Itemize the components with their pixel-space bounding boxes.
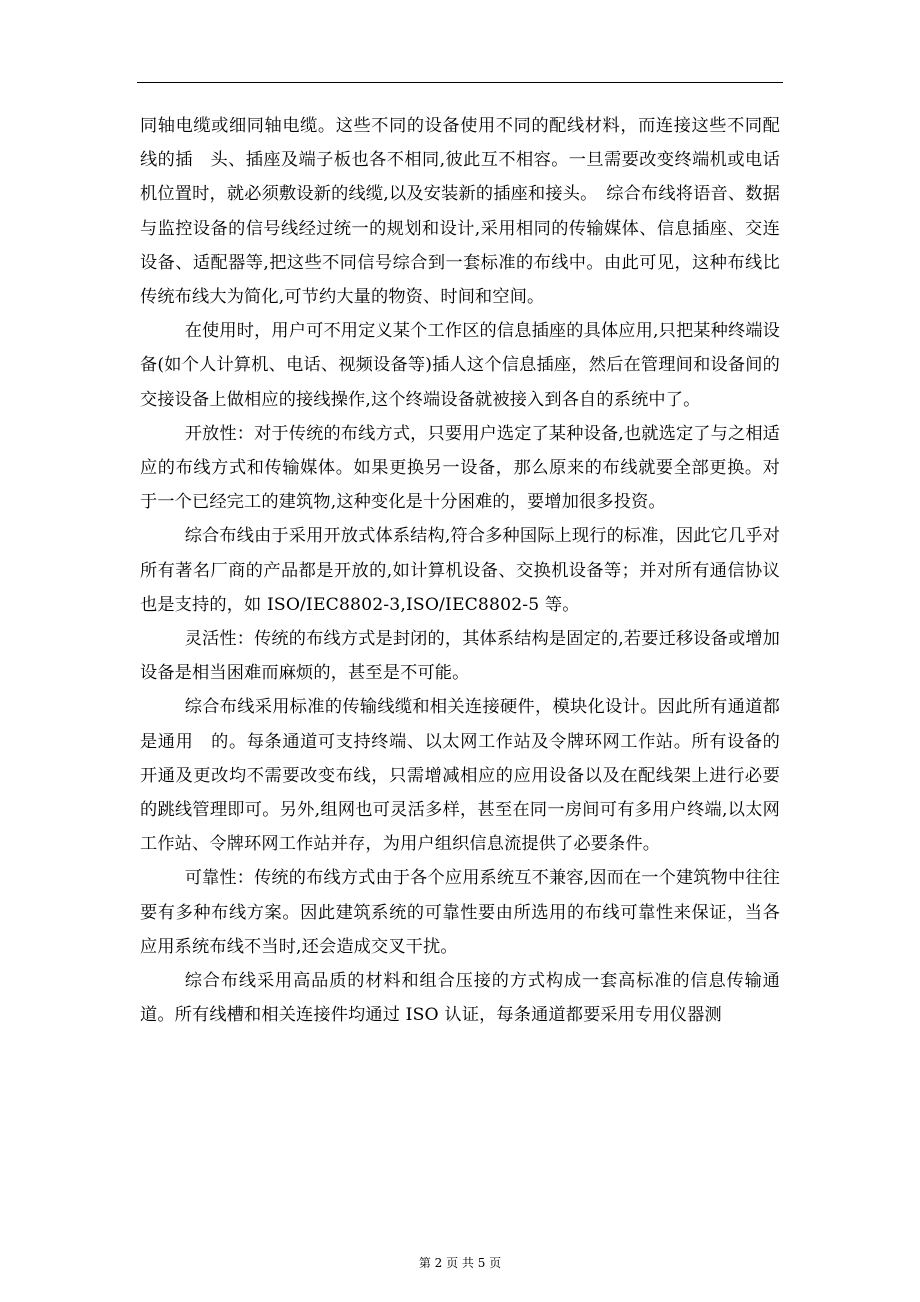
page-number-footer: 第 2 页 共 5 页 [418, 1256, 502, 1270]
paragraph-flexibility: 灵活性：传统的布线方式是封闭的，其体系结构是固定的,若要迁移设备或增加设备是相当困难而麻烦的，甚至是不可能。 [140, 629, 780, 684]
paragraph-quality: 综合布线采用高品质的材料和组合压接的方式构成一套高标准的信息传输通道。所有线槽和相关连接件均通过 ISO 认证，每条通道都要采用专用仪器测 [140, 971, 780, 1026]
paragraph-continuation: 同轴电缆或细同轴电缆。这些不同的设备使用不同的配线材料，而连接这些不同配线的插 头、插座及端子板也各不相同,彼此互不相容。一旦需要改变终端机或电话机位置时，就必须敷设新的线缆,以及安装新的插座和接头。 综合布线将语音、数据与监控设备的信号线经过统一的规划和设计,采用相同的传输媒体、信息插座、交连设备、适配器等,把这些不同信号综合到一套标准的布线中。由此可见，这种布线比传统布线大为简化,可节约大量的物资、时间和空间。 [140, 116, 780, 308]
paragraph-openness: 开放性：对于传统的布线方式，只要用户选定了某种设备,也就选定了与之相适应的布线方式和传输媒体。如果更换另一设备，那么原来的布线就要全部更换。对于一个已经完工的建筑物,这种变化是十分困难的，要增加很多投资。 [140, 423, 780, 513]
paragraph-modular-design: 综合布线采用标准的传输线缆和相关连接硬件，模块化设计。因此所有通道都是通用 的。每条通道可支持终端、以太网工作站及令牌环网工作站。所有设备的开通及更改均不需要改变布线，只需增减相应的应用设备以及在配线架上进行必要的跳线管理即可。另外,组网也可灵活多样，甚至在同一房间可有多用户终端,以太网工作站、令牌环网工作站并存，为用户组织信息流提供了必要条件。 [140, 697, 780, 855]
header-rule [137, 82, 783, 83]
paragraph-open-architecture: 综合布线由于采用开放式体系结构,符合多种国际上现行的标准，因此它几乎对所有著名厂商的产品都是开放的,如计算机设备、交换机设备等；并对所有通信协议也是支持的，如 ISO/IEC8802-3,ISO/IEC8802-5 等。 [140, 526, 780, 615]
paragraph-reliability: 可靠性：传统的布线方式由于各个应用系统互不兼容,因而在一个建筑物中往往要有多种布线方案。因此建筑系统的可靠性要由所选用的布线可靠性来保证，当各应用系统布线不当时,还会造成交叉干扰。 [140, 868, 780, 957]
paragraph-usage: 在使用时，用户可不用定义某个工作区的信息插座的具体应用,只把某种终端设备(如个人计算机、电话、视频设备等)插人这个信息插座，然后在管理间和设备间的交接设备上做相应的接线操作,这个终端设备就被接入到各自的系统中了。 [140, 321, 780, 410]
body-text [140, 109, 780, 1032]
